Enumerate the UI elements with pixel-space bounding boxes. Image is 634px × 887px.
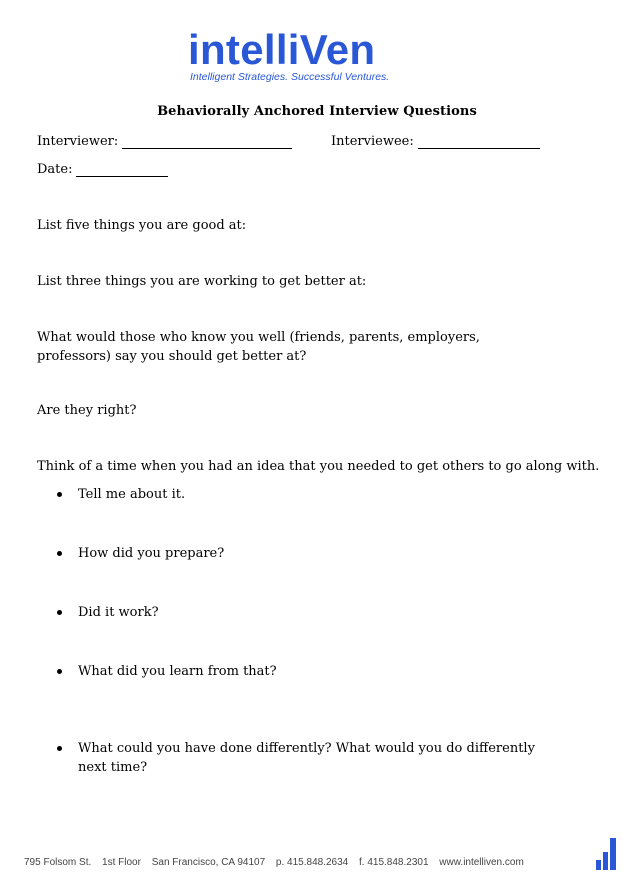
footer-phone: p. 415.848.2634 [275, 857, 349, 868]
list-item [57, 739, 537, 777]
list-item-text: How did you prepare? [78, 546, 225, 561]
bullet-icon [57, 610, 62, 615]
footer-address: 795 Folsom St. [24, 857, 92, 868]
date-field [37, 162, 168, 177]
list-item [57, 662, 277, 681]
list-item [57, 603, 159, 622]
interviewer-label: Interviewer: [37, 134, 119, 149]
interviewee-blank-line[interactable] [418, 135, 540, 149]
interviewer-blank-line[interactable] [122, 135, 292, 149]
logo-wordmark: intelliVen [188, 26, 376, 73]
question-are-they-right: Are they right? [37, 403, 137, 418]
intelliven-logo [188, 28, 388, 83]
footer-contact [24, 857, 532, 868]
question-get-better: List three things you are working to get better at: [37, 274, 367, 289]
bullet-icon [57, 669, 62, 674]
list-item-text: Tell me about it. [78, 487, 186, 502]
bullet-icon [57, 551, 62, 556]
bullet-icon [57, 746, 62, 751]
logo-tagline: Intelligent Strategies. Successful Ventures. [190, 71, 390, 83]
footer-city: San Francisco, CA 94107 [151, 857, 266, 868]
question-good-at: List five things you are good at: [37, 218, 247, 233]
bullet-icon [57, 492, 62, 497]
footer-website[interactable]: www.intelliven.com [439, 857, 524, 868]
date-blank-line[interactable] [76, 163, 168, 177]
document-title: Behaviorally Anchored Interview Questions [157, 104, 477, 119]
interviewee-field [331, 134, 540, 149]
list-item-text: Did it work? [78, 605, 159, 620]
footer-fax: f. 415.848.2301 [359, 857, 429, 868]
question-others-say: What would those who know you well (friends, parents, employers, professors) say you should get better at? [37, 330, 480, 364]
question-idea: Think of a time when you had an idea that you needed to get others to go along with. [37, 459, 600, 474]
interviewee-label: Interviewee: [331, 134, 414, 149]
list-item [57, 544, 224, 563]
bar-chart-logo-icon [596, 838, 620, 870]
list-item [57, 485, 185, 504]
interviewer-field [37, 134, 292, 149]
list-item-text: What could you have done differently? What would you do differently next time? [78, 741, 535, 775]
footer-floor: 1st Floor [102, 857, 141, 868]
date-label: Date: [37, 162, 73, 177]
list-item-text: What did you learn from that? [78, 664, 277, 679]
